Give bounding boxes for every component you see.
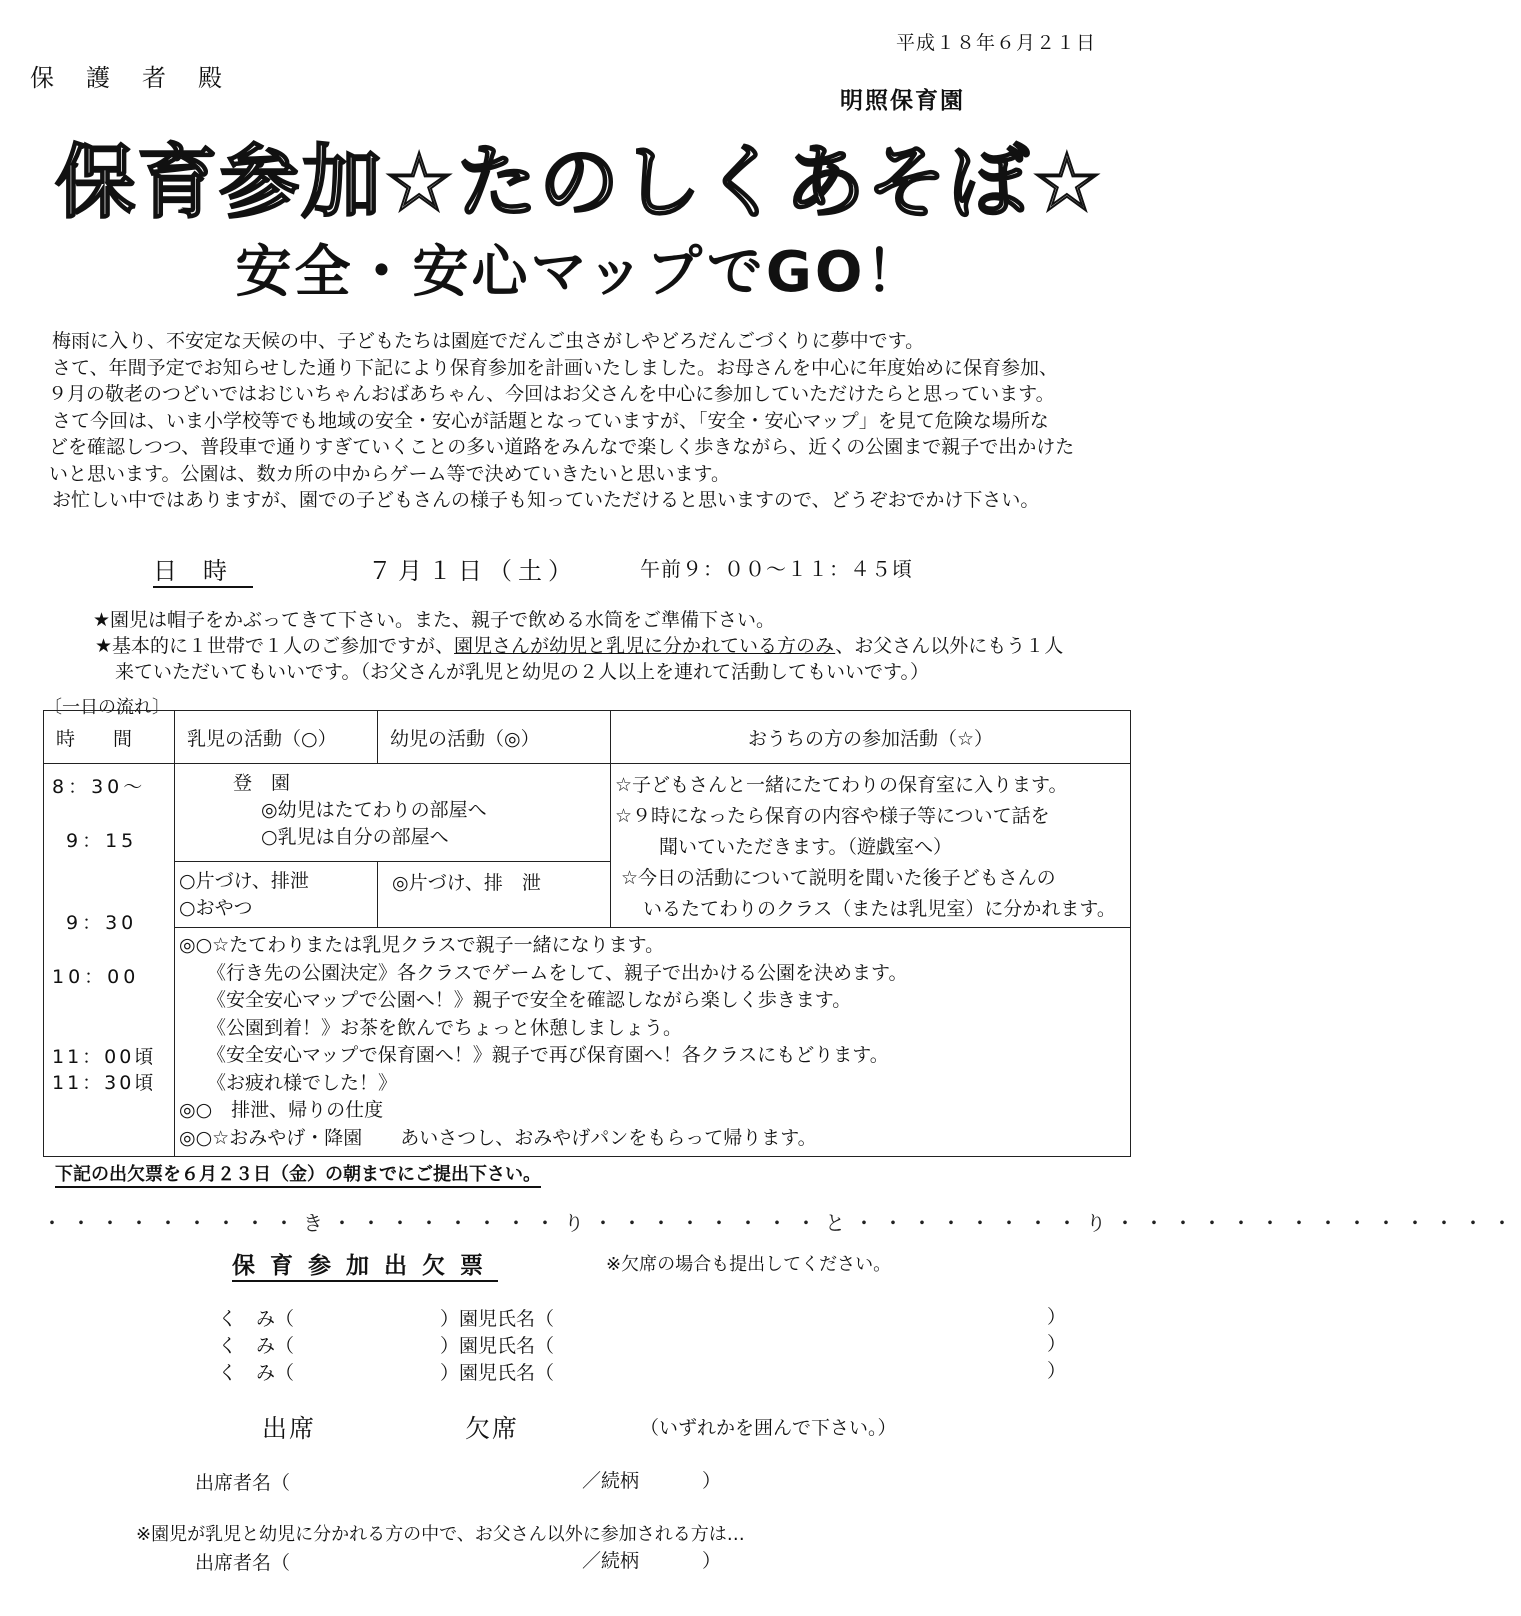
intro-line: ９月の敬老のつどいではおじいちゃんおばあちゃん、今回はお父さんを中心に参加していただけたらと思っています。 [48, 383, 1055, 405]
joint-line: 《公園到着！》お茶を飲んでちょっと休憩しましょう。 [207, 1016, 683, 1039]
organization-name: 明照保育園 [840, 88, 965, 114]
document-date: 平成１８年６月２１日 [895, 32, 1096, 54]
flow-label: 〔一日の流れ〕 [44, 697, 170, 718]
arrival-cell [175, 764, 611, 862]
parent-line: ☆子どもさんと一緒にたてわりの保育室に入ります。 [615, 774, 1068, 796]
class-field[interactable]: く み（ [218, 1335, 295, 1357]
time-column [44, 764, 175, 1157]
child-name-field[interactable]: ）園児氏名（ [440, 1335, 555, 1357]
arrival-line: ○乳児は自分の部屋へ [261, 826, 449, 848]
note-line: ★園児は帽子をかぶってきて下さい。また、親子で飲める水筒をご準備下さい。 [93, 609, 776, 631]
time-label: 10：00 [52, 966, 140, 988]
joint-line: 《安全安心マップで保育園へ！》親子で再び保育園へ！各クラスにもどります。 [207, 1044, 889, 1066]
notes [93, 607, 1063, 685]
paren-close: ） [702, 1550, 722, 1572]
deadline-note: 下記の出欠票を６月２３日（金）の朝までにご提出下さい。 [55, 1160, 541, 1188]
time-label: 11：00頃 [52, 1046, 157, 1068]
note-line [95, 633, 1063, 659]
intro-line: さて今回は、いま小学校等でも地域の安全・安心が話題となっていますが、「安全・安心マップ」を見て危険な場所な [52, 409, 1049, 432]
addressee: 保護者殿 [30, 64, 254, 92]
paren-close: ） [702, 1470, 722, 1492]
page-subtitle: 安全・安心マップでGO！ [235, 240, 925, 305]
arrival-title: 登 園 [233, 772, 291, 794]
parent-line: ☆今日の活動について説明を聞いた後子どもさんの [621, 867, 1056, 889]
note-underlined: 園児さんが幼児と乳児に分かれている方のみ [454, 635, 836, 657]
intro-line: どを確認しつつ、普段車で通りすぎていくことの多い道路をみんなで楽しく歩きながら、近くの公園まで親子で出かけた [49, 436, 1075, 458]
schedule-time: 午前９：００～１１：４５頃 [640, 557, 913, 581]
attendee-name-field[interactable]: 出席者名（ [195, 1472, 291, 1494]
attend-option[interactable]: 出席 [262, 1414, 317, 1443]
parent-line: ☆９時になったら保育の内容や様子等について話を [615, 805, 1050, 827]
class-field[interactable]: く み（ [218, 1362, 295, 1384]
form-title: 保育参加出欠票 [232, 1247, 498, 1282]
class-field[interactable]: く み（ [218, 1308, 295, 1330]
paren-close: ） [1047, 1306, 1067, 1328]
intro-line: お忙しい中ではありますが、園での子どもさんの様子も知っていただけると思いますので、どうぞおでかけ下さい。 [52, 489, 1040, 511]
intro-line: いと思います。公園は、数カ所の中からゲーム等で決めていきたいと思います。 [49, 462, 730, 485]
note-text: 、お父さん以外にもう１人 [835, 635, 1064, 657]
intro-text [48, 328, 1132, 514]
schedule-label: 日時 [153, 551, 253, 588]
header-time: 時 間 [44, 711, 175, 764]
header-toddler: 幼児の活動（◎） [378, 711, 611, 764]
absent-option[interactable]: 欠席 [465, 1414, 520, 1443]
parent-line: 聞いていただきます。（遊戯室へ） [659, 836, 952, 858]
circle-note: （いずれかを囲んで下さい。） [640, 1417, 897, 1439]
child-name-field[interactable]: ）園児氏名（ [440, 1362, 555, 1384]
schedule-date: ７月１日（土） [368, 557, 578, 585]
extra-attendee-note: ※園児が乳児と幼児に分かれる方の中で、お父さん以外に参加される方は… [136, 1524, 745, 1545]
toddler-break-cell [378, 862, 611, 928]
joint-line: ◎○☆おみやげ・降園 あいさつし、おみやげパンをもらって帰ります。 [179, 1126, 817, 1149]
child-name-field[interactable]: ）園児氏名（ [440, 1308, 555, 1330]
arrival-line: ◎幼児はたてわりの部屋へ [261, 799, 487, 821]
paren-close: ） [1047, 1333, 1067, 1355]
infant-break-line: ○片づけ、排泄 [179, 870, 309, 892]
header-infant: 乳児の活動（○） [175, 711, 378, 764]
note-text: ★基本的に１世帯で１人のご参加ですが、 [95, 635, 455, 657]
time-label: 8：30～ [52, 776, 147, 798]
infant-break-cell [175, 862, 378, 928]
attendee-name-field[interactable]: 出席者名（ [195, 1552, 291, 1574]
intro-line: さて、年間予定でお知らせした通り下記により保育参加を計画いたしました。お母さんを中心に年度始めに保育参加、 [52, 356, 1059, 379]
time-label: 9：15 [66, 830, 138, 852]
time-label: 9：30 [66, 912, 138, 934]
joint-line: 《行き先の公園決定》各クラスでゲームをして、親子で出かける公園を決めます。 [207, 961, 908, 984]
joint-line: ◎○☆たてわりまたは乳児クラスで親子一緒になります。 [179, 934, 665, 956]
header-parent: おうちの方の参加活動（☆） [611, 711, 1131, 764]
parent-activity-cell [611, 764, 1131, 928]
paren-close: ） [1047, 1360, 1067, 1382]
joint-line: 《お疲れ様でした！》 [207, 1071, 398, 1094]
relation-field[interactable]: ／続柄 [582, 1550, 640, 1572]
note-line: 来ていただいてもいいです。（お父さんが乳児と幼児の２人以上を連れて活動してもいいです。） [115, 661, 929, 683]
joint-line: ◎○ 排泄、帰りの仕度 [179, 1099, 384, 1121]
toddler-break-line: ◎片づけ、排 泄 [392, 872, 541, 894]
time-label: 11：30頃 [52, 1072, 157, 1094]
joint-activity-cell [175, 928, 1131, 1157]
intro-line: 梅雨に入り、不安定な天候の中、子どもたちは園庭でだんご虫さがしやどろだんごづくりに夢中です。 [52, 330, 925, 352]
schedule-table [43, 710, 1131, 1157]
parent-line: いるたてわりのクラス（または乳児室）に分かれます。 [643, 898, 1116, 920]
cut-line: ・・・・・・・・・き・・・・・・・・り・・・・・・・・と・・・・・・・・り・・・・・・・・・・・・・・ [42, 1211, 1521, 1235]
form-note: ※欠席の場合も提出してください。 [606, 1254, 892, 1275]
joint-line: 《安全安心マップで公園へ！》親子で安全を確認しながら楽しく歩きます。 [207, 989, 852, 1011]
relation-field[interactable]: ／続柄 [582, 1470, 640, 1492]
infant-break-line: ○おやつ [179, 897, 253, 919]
page-title: 保育参加☆たのしくあそぼ☆ [55, 136, 1105, 229]
